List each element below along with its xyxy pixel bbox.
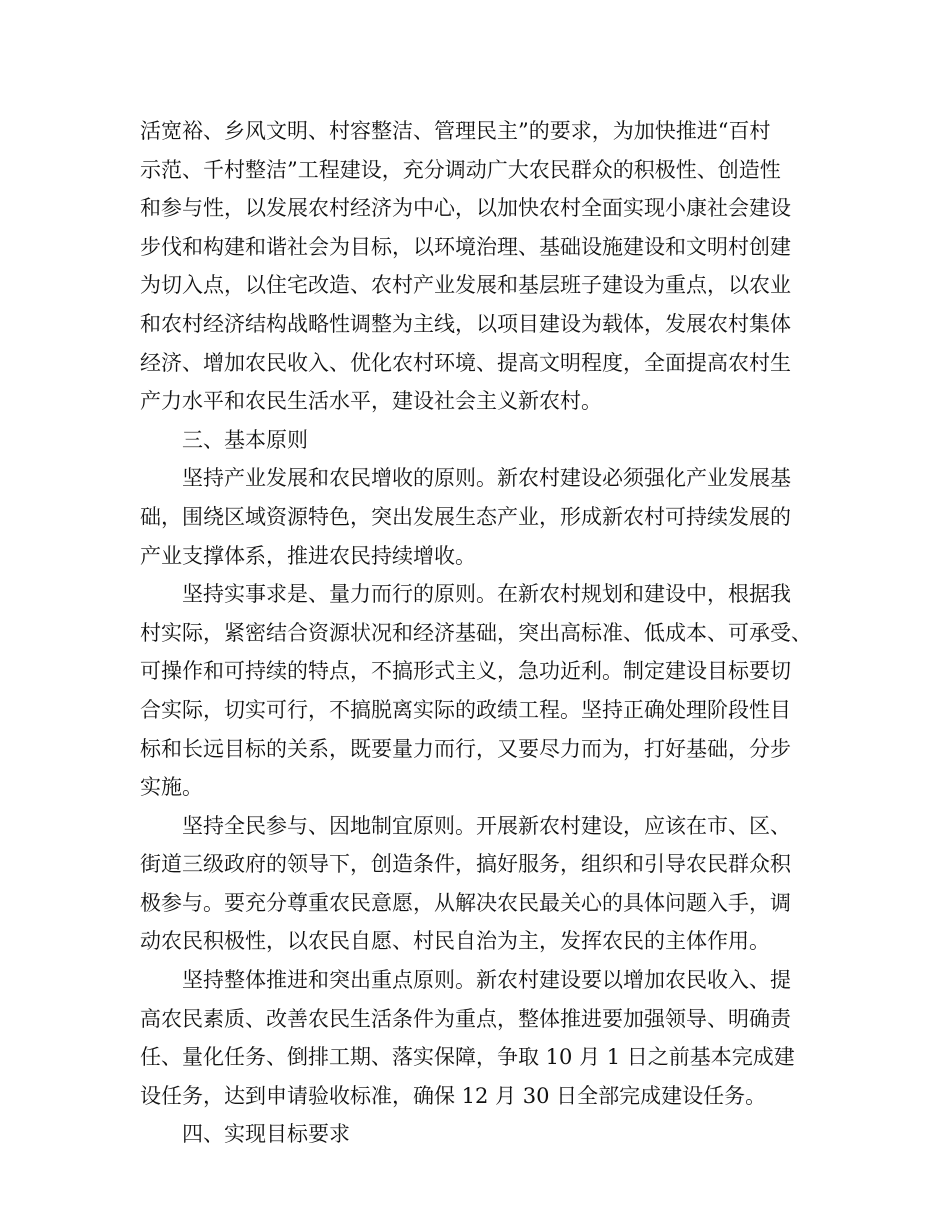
body-line: 示范、千村整洁”工程建设，充分调动广大农民群众的积极性、创造性 <box>140 157 781 182</box>
body-line: 活宽裕、乡风文明、村容整洁、管理民主”的要求，为加快推进“百村 <box>140 119 771 143</box>
paragraph-first-line: 坚持实事求是、量力而行的原则。在新农村规划和建设中，根据我 <box>182 582 791 607</box>
body-line: 步伐和构建和谐社会为目标，以环境治理、基础设施建设和文明村创建 <box>140 234 791 259</box>
body-line: 极参与。要充分尊重农民意愿，从解决农民最关心的具体问题入手，调 <box>140 890 791 915</box>
body-line: 村实际，紧密结合资源状况和经济基础，突出高标准、低成本、可承受、 <box>140 620 812 645</box>
body-line: 街道三级政府的领导下，创造条件，搞好服务，组织和引导农民群众积 <box>140 852 791 877</box>
paragraph-first-line: 坚持整体推进和突出重点原则。新农村建设要以增加农民收入、提 <box>182 968 791 993</box>
body-line: 和农村经济结构战略性调整为主线，以项目建设为载体，发展农村集体 <box>140 311 791 336</box>
body-line: 经济、增加农民收入、优化农村环境、提高文明程度，全面提高农村生 <box>140 350 791 375</box>
body-line: 可操作和可持续的特点，不搞形式主义，急功近利。制定建设目标要切 <box>140 659 791 684</box>
body-line: 标和长远目标的关系，既要量力而行，又要尽力而为，打好基础，分步 <box>140 736 791 761</box>
body-line: 产业支撑体系，推进农民持续增收。 <box>140 543 476 568</box>
body-line: 动农民积极性，以农民自愿、村民自治为主，发挥农民的主体作用。 <box>140 929 770 954</box>
section-heading-basic-principles: 三、基本原则 <box>182 427 308 452</box>
section-heading-goals: 四、实现目标要求 <box>182 1122 350 1147</box>
paragraph-first-line: 坚持全民参与、因地制宜原则。开展新农村建设，应该在市、区、 <box>182 813 791 838</box>
body-line: 实施。 <box>140 775 203 800</box>
paragraph-first-line: 坚持产业发展和农民增收的原则。新农村建设必须强化产业发展基 <box>182 466 791 491</box>
body-line: 为切入点，以住宅改造、农村产业发展和基层班子建设为重点，以农业 <box>140 273 791 298</box>
body-line: 础，围绕区域资源特色，突出发展生态产业，形成新农村可持续发展的 <box>140 504 791 529</box>
body-line: 高农民素质、改善农民生活条件为重点，整体推进要加强领导、明确责 <box>140 1006 791 1031</box>
document-body <box>140 112 820 1154</box>
body-line: 产力水平和农民生活水平，建设社会主义新农村。 <box>140 389 602 414</box>
body-line: 合实际，切实可行，不搞脱离实际的政绩工程。坚持正确处理阶段性目 <box>140 697 791 722</box>
body-line: 设任务，达到申请验收标准，确保 12 月 30 日全部完成建设任务。 <box>140 1083 767 1108</box>
body-line: 和参与性，以发展农村经济为中心，以加快农村全面实现小康社会建设 <box>140 196 791 221</box>
body-line: 任、量化任务、倒排工期、落实保障，争取 10 月 1 日之前基本完成建 <box>140 1045 795 1070</box>
